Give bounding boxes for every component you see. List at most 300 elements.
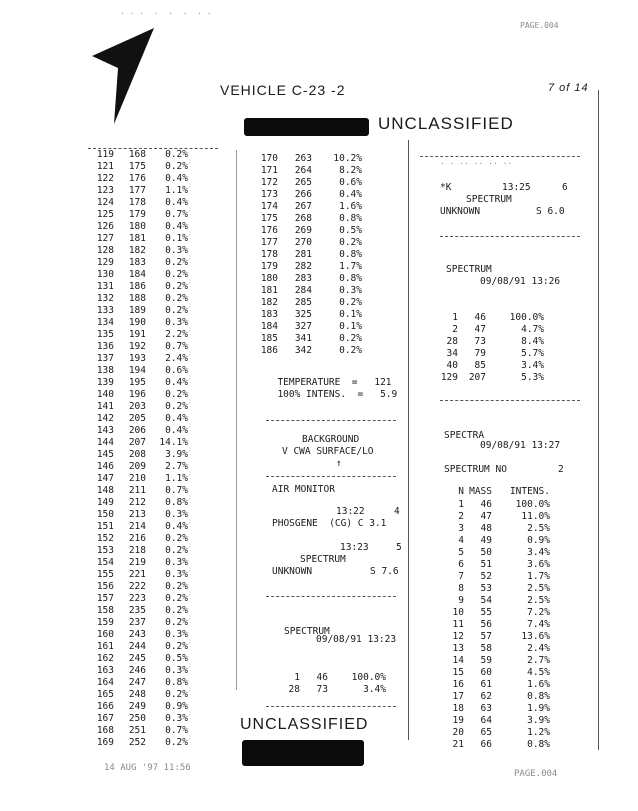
row-index: 167 [96,713,114,724]
row-intensity: 5.3% [521,372,544,383]
page-number-top: PAGE.004 [520,21,559,30]
row-index: 127 [96,233,114,244]
row-index: 179 [260,261,278,272]
row-mass: 245 [128,653,146,664]
row-index: 158 [96,605,114,616]
table-row [86,389,188,401]
redaction-bottom [242,740,364,766]
row-mass: 248 [128,689,146,700]
table-row [86,713,188,725]
row-mass: 285 [294,297,312,308]
middle-rule-4 [266,706,396,708]
row-index: 148 [96,485,114,496]
table-row [86,233,188,245]
row-intensity: 0.2% [165,605,188,616]
row-mass: 243 [128,629,146,640]
background-detail: V CWA SURFACE/LO [282,446,374,457]
row-index: 13 [452,643,464,654]
row-mass: 64 [480,715,492,726]
row-index: 136 [96,341,114,352]
temperature-label: TEMPERATURE = [277,377,358,388]
table-row [440,655,550,667]
row-intensity: 0.8% [339,249,362,260]
table-row [250,237,362,249]
table-row [440,499,550,511]
table-row [86,425,188,437]
row-index: 151 [96,521,114,532]
row-mass: 57 [480,631,492,642]
intens-value: 5.9 [380,389,398,400]
row-index: 132 [96,293,114,304]
row-index: 174 [260,201,278,212]
row-intensity: 0.1% [165,233,188,244]
row-index: 122 [96,173,114,184]
row-mass: 252 [128,737,146,748]
row-mass: 48 [480,523,492,534]
row-intensity: 8.2% [339,165,362,176]
row-index: 139 [96,377,114,388]
row-index: 17 [452,691,464,702]
row-mass: 208 [128,449,146,460]
unknown-label-mid: UNKNOWN [272,566,313,577]
table-row [440,715,550,727]
table-row [86,341,188,353]
row-intensity: 0.2% [165,389,188,400]
row-mass: 54 [480,595,492,606]
row-intensity: 0.3% [165,557,188,568]
row-index: 121 [96,161,114,172]
row-index: 133 [96,305,114,316]
row-intensity: 1.6% [339,201,362,212]
row-index: 154 [96,557,114,568]
row-mass: 85 [474,360,486,371]
row-index: 18 [452,703,464,714]
row-intensity: 0.7% [165,725,188,736]
col-intens-header: INTENS. [509,486,550,497]
table-row [86,293,188,305]
row-mass: 283 [294,273,312,284]
row-index: 143 [96,425,114,436]
row-index: 163 [96,665,114,676]
row-mass: 178 [128,197,146,208]
corner-mark [88,28,158,128]
row-intensity: 2.7% [165,461,188,472]
row-index: 164 [96,677,114,688]
table-row [86,413,188,425]
spectrum-no-value: 2 [558,464,564,475]
row-mass: 195 [128,377,146,388]
row-index: 165 [96,689,114,700]
row-mass: 73 [474,336,486,347]
table-row [86,485,188,497]
middle-spectrum-table [278,672,386,696]
row-index: 6 [458,559,464,570]
table-row [86,269,188,281]
temperature-value: 121 [374,377,392,388]
spectrum-no-label: SPECTRUM NO [444,464,507,475]
row-intensity: 2.2% [165,329,188,340]
row-index: 152 [96,533,114,544]
row-index: 140 [96,389,114,400]
table-row [440,643,550,655]
classification-top: UNCLASSIFIED [378,114,514,133]
table-row [440,583,550,595]
table-row [86,209,188,221]
spectrum-label-right-2: SPECTRUM [446,264,492,275]
row-mass: 265 [294,177,312,188]
table-row [86,305,188,317]
row-intensity: 0.2% [165,149,188,160]
row-index: 149 [96,497,114,508]
row-intensity: 2.7% [527,655,550,666]
table-row [86,689,188,701]
row-intensity: 0.2% [165,161,188,172]
row-index: 5 [458,547,464,558]
table-row [86,149,188,161]
row-mass: 73 [316,684,328,695]
row-intensity: 0.4% [165,377,188,388]
table-row [86,665,188,677]
table-row [86,473,188,485]
row-intensity: 0.8% [527,691,550,702]
row-intensity: 5.7% [521,348,544,359]
table-row [440,559,550,571]
table-row [440,703,550,715]
row-mass: 325 [294,309,312,320]
background-arrow: ↑ [336,458,342,469]
row-mass: 327 [294,321,312,332]
row-mass: 65 [480,727,492,738]
row-intensity: 2.4% [527,643,550,654]
row-intensity: 1.2% [527,727,550,738]
row-mass: 207 [128,437,146,448]
table-row [86,737,188,749]
row-index: 19 [452,715,464,726]
row-intensity: 0.4% [165,197,188,208]
col-n-header: N [458,486,464,497]
unknown-label-right: UNKNOWN [440,206,481,217]
row-index: 186 [260,345,278,356]
row-mass: 49 [480,535,492,546]
row-index: 1 [452,312,458,323]
row-mass: 179 [128,209,146,220]
row-index: 1 [458,499,464,510]
table-row [440,727,550,739]
row-index: 28 [288,684,300,695]
table-row [436,324,544,336]
row-index: 147 [96,473,114,484]
row-index: 166 [96,701,114,712]
table-row [86,605,188,617]
row-mass: 249 [128,701,146,712]
table-row [86,545,188,557]
row-intensity: 2.5% [527,583,550,594]
row-index: 137 [96,353,114,364]
table-row [440,535,550,547]
table-row [440,631,550,643]
air-monitor-num-2: 5 [396,542,402,553]
row-intensity: 3.4% [363,684,386,695]
row-mass: 206 [128,425,146,436]
table-row [440,691,550,703]
row-index: 156 [96,581,114,592]
table-row [278,684,386,696]
table-row [440,619,550,631]
spectrum-title-mid: SPECTRUM [284,626,330,637]
table-row [278,672,386,684]
redaction-top [244,118,369,136]
table-row [86,725,188,737]
row-index: 161 [96,641,114,652]
k-label: *K [440,182,452,193]
row-mass: 269 [294,225,312,236]
air-monitor-label: AIR MONITOR [272,484,335,495]
row-mass: 221 [128,569,146,580]
intens-row [266,377,397,401]
row-mass: 190 [128,317,146,328]
table-row [86,533,188,545]
table-row [86,569,188,581]
row-intensity: 2.4% [165,353,188,364]
row-intensity: 3.4% [527,547,550,558]
footer-timestamp: 14 AUG '97 11:56 [104,763,191,773]
table-row [440,523,550,535]
air-monitor-num-1: 4 [394,506,400,517]
row-intensity: 14.1% [159,437,188,448]
row-mass: 62 [480,691,492,702]
row-mass: 193 [128,353,146,364]
row-intensity: 1.9% [527,703,550,714]
row-mass: 267 [294,201,312,212]
row-intensity: 0.1% [339,321,362,332]
row-intensity: 0.2% [339,237,362,248]
row-index: 14 [452,655,464,666]
table-row [250,333,362,345]
table-row [250,261,362,273]
table-row [436,360,544,372]
table-row [250,201,362,213]
row-index: 123 [96,185,114,196]
row-intensity: 0.8% [165,677,188,688]
table-row [250,225,362,237]
row-mass: 210 [128,473,146,484]
k-time: 13:25 [502,182,531,193]
table-row [440,667,550,679]
row-intensity: 0.2% [165,641,188,652]
table-row [86,377,188,389]
row-intensity: 0.2% [165,581,188,592]
table-row [86,173,188,185]
row-intensity: 10.2% [333,153,362,164]
row-index: 1 [294,672,300,683]
unknown-value-mid: S 7.6 [370,566,399,577]
row-mass: 59 [480,655,492,666]
row-intensity: 0.9% [165,701,188,712]
table-row [440,511,550,523]
row-index: 181 [260,285,278,296]
row-intensity: 0.4% [165,521,188,532]
row-mass: 268 [294,213,312,224]
row-intensity: 0.7% [165,485,188,496]
row-intensity: 0.4% [165,173,188,184]
row-index: 183 [260,309,278,320]
row-mass: 168 [128,149,146,160]
row-intensity: 100.0% [509,312,544,323]
row-mass: 51 [480,559,492,570]
mass-table-header [440,486,550,498]
row-mass: 214 [128,521,146,532]
row-intensity: 0.4% [165,221,188,232]
row-intensity: 1.7% [527,571,550,582]
row-index: 141 [96,401,114,412]
table-row [86,557,188,569]
row-index: 182 [260,297,278,308]
row-intensity: 0.2% [165,305,188,316]
row-intensity: 0.2% [165,293,188,304]
row-mass: 186 [128,281,146,292]
table-row [86,353,188,365]
table-row [250,321,362,333]
row-intensity: 4.7% [521,324,544,335]
middle-rule-1 [266,420,396,422]
table-row [86,521,188,533]
row-intensity: 0.3% [165,317,188,328]
unknown-value-right: S 6.0 [536,206,565,217]
row-mass: 263 [294,153,312,164]
row-mass: 189 [128,305,146,316]
row-mass: 219 [128,557,146,568]
table-row [86,677,188,689]
row-index: 173 [260,189,278,200]
table-row [436,312,544,324]
divider-right [598,90,599,750]
table-row [440,571,550,583]
row-index: 128 [96,245,114,256]
row-index: 175 [260,213,278,224]
row-intensity: 0.7% [165,341,188,352]
row-mass: 209 [128,461,146,472]
row-index: 157 [96,593,114,604]
row-index: 159 [96,617,114,628]
row-index: 126 [96,221,114,232]
k-num: 6 [562,182,568,193]
row-intensity: 2.5% [527,595,550,606]
row-intensity: 1.6% [527,679,550,690]
row-index: 160 [96,629,114,640]
row-index: 124 [96,197,114,208]
table-row [250,309,362,321]
table-row [250,345,362,357]
table-row [440,607,550,619]
row-intensity: 11.0% [521,511,550,522]
row-index: 129 [96,257,114,268]
middle-rule-3 [266,596,396,598]
spectrum-label-right-1: SPECTRUM [466,194,512,205]
row-mass: 266 [294,189,312,200]
row-intensity: 3.6% [527,559,550,570]
table-row [436,372,544,384]
row-mass: 218 [128,545,146,556]
row-intensity: 0.2% [165,737,188,748]
row-intensity: 0.2% [165,545,188,556]
row-intensity: 0.3% [165,713,188,724]
row-mass: 52 [480,571,492,582]
table-row [86,281,188,293]
table-row [250,297,362,309]
row-intensity: 0.8% [339,213,362,224]
left-mass-table [86,149,188,749]
table-row [436,348,544,360]
row-mass: 281 [294,249,312,260]
row-mass: 251 [128,725,146,736]
row-mass: 211 [128,485,146,496]
table-row [250,213,362,225]
row-index: 2 [458,511,464,522]
row-index: 16 [452,679,464,690]
row-mass: 175 [128,161,146,172]
intens-label: 100% INTENS. = [277,389,364,400]
row-mass: 177 [128,185,146,196]
row-intensity: 0.3% [165,245,188,256]
table-row [86,365,188,377]
row-index: 180 [260,273,278,284]
table-row [250,153,362,165]
spectra-label: SPECTRA [444,430,485,441]
row-intensity: 3.4% [521,360,544,371]
row-intensity: 0.8% [527,739,550,750]
row-intensity: 0.2% [165,401,188,412]
row-mass: 205 [128,413,146,424]
row-intensity: 0.8% [165,497,188,508]
row-intensity: 0.6% [339,177,362,188]
row-index: 150 [96,509,114,520]
row-mass: 182 [128,245,146,256]
row-intensity: 0.2% [165,593,188,604]
phosgene-row: PHOSGENE (CG) C 3.1 [272,518,387,529]
row-mass: 180 [128,221,146,232]
row-index: 7 [458,571,464,582]
row-mass: 63 [480,703,492,714]
row-index: 129 [440,372,458,383]
row-intensity: 0.2% [165,269,188,280]
row-intensity: 0.2% [165,689,188,700]
row-index: 170 [260,153,278,164]
row-index: 40 [446,360,458,371]
spectrum-date-mid: 09/08/91 13:23 [316,634,397,645]
row-intensity: 1.1% [165,185,188,196]
row-mass: 194 [128,365,146,376]
row-intensity: 100.0% [351,672,386,683]
row-index: 169 [96,737,114,748]
table-row [250,285,362,297]
table-row [86,497,188,509]
row-index: 8 [458,583,464,594]
row-intensity: 0.2% [165,617,188,628]
right-rule-2 [440,400,580,402]
row-intensity: 100.0% [515,499,550,510]
row-index: 15 [452,667,464,678]
row-index: 168 [96,725,114,736]
row-index: 130 [96,269,114,280]
row-mass: 53 [480,583,492,594]
row-mass: 47 [480,511,492,522]
table-row [436,336,544,348]
row-index: 172 [260,177,278,188]
row-intensity: 0.3% [165,629,188,640]
row-mass: 47 [474,324,486,335]
row-index: 131 [96,281,114,292]
row-mass: 181 [128,233,146,244]
